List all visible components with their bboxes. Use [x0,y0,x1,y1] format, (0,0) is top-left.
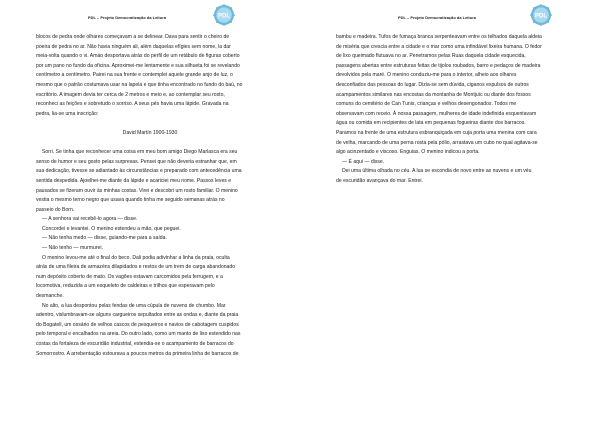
text-line: devolvidos pela maré. O menino conduziu-me para o interior, alheio aos olhares [336,72,517,79]
text-line: por um pano no fundo da oficina. Aproximei-me lentamente e sua silhueta foi se revelando [36,62,240,69]
text-line: Somorrostro. A arrebentação estourava a poucos metros da primeira linha de barracos de [36,350,239,357]
text-line: observavam com receio. À nossa passagem, mulheres de idade indefinida esquentavam [336,110,537,117]
text-line: blocos de pedra onde olhares começavam a se delinear. Dava para sentir o cheiro de [36,34,230,40]
text-line: do Bogatell, um ossário de velhos cascos de pesqueiros e navios de cabotagem cuspidos [36,321,239,328]
epitaph: David Martín 1900-1930 [122,129,178,136]
text-line: água ou comida em recipientes de lata em pequenas fogueiras diante dos barracos. [336,120,526,127]
pdl-logo-icon [530,4,552,26]
text-line: pedra, lia-se uma inscrição: [36,110,99,117]
text-line: vestia o mesmo terno negro que usava quando tinha me seguido semanas atrás no [36,197,225,204]
text-line: Sorri. Se tinha que reconhecer uma coisa em meu bom amigo Diego Marlasca era seu [42,149,238,156]
text-line: bambu e madeira. Tufos de fumaça branca serpenteavam entre os telhados daquela aldeia [336,34,542,40]
text-line: num depósito coberto de mato. Os vagões estavam carcomidos pela ferrugem, e a [36,273,223,280]
dialogue-line: — É aqui — disse. [342,158,385,165]
text-line: meia-volta quando o vi. Amáo desportava atrás do perfil de um retábulo de figuras coberto [36,53,240,60]
text-line: Dei uma última olhada no céu. A lua se escondia de novo entre as nuvens e um véu [342,168,532,175]
text-line: escritório. A imagem devia ter cerca de 2 metros e meio e, ao contemplar seu rosto, [36,91,225,98]
text-line: locomotiva, reduzida a um esqueleto de caldeiras e trilhos que esperavam pelo [36,283,215,290]
text-line: adentro, vislumbravam-se alguns cargueiros sepultados entre as ondas e, diante da praia [36,312,239,319]
text-line: acampamentos similares nas encostas da montanha de Montjuïc ou diante dos fossos [336,91,531,98]
text-line: centímetro a centímetro. Pairei na sua frente e contemplei aquele grande anjo de luz, o [36,72,233,79]
dialogue-line: — A senhora vai recebê-lo agora — disse. [42,216,138,223]
pdl-logo-icon [213,4,235,26]
text-line: senso de humor e seu gosto pelas surpresas. Pensei que não deveria estranhar que, em [36,158,237,165]
page-header: PDL – Projeto Democratização da Leitura [88,15,166,20]
text-line: de velha, marcando de uma perna rosta pela pólio, arrastava um cubo no qual agitava-se [336,139,538,146]
text-line: de miséria que crescia entre a cidade e o mar como uma infindável lixeira humana. O fedor [336,43,542,50]
svg-text:PDL: PDL [535,13,547,20]
text-line: passagens abertas entre estruturas feitas de tijolos roubados, barro e pedaços de madeira [336,62,541,69]
text-line: Concordei e levantei. O menino estendeu a mão, que peguei. [42,225,181,232]
text-line: No alto, a lua despontou pelas fendas de uma cúpula de nuvens de chumbo. Mar [42,302,226,309]
text-line: de escuridão avançava do mar. Entrei. [336,177,423,184]
text-line: sentida despedida. Ajoelhei-me diante da lápide e acariciei meu nome. Passos leves e [36,177,232,184]
text-line: desmanche. [36,293,64,300]
text-line: O menino levou-me até o final do beco. Dali podia adivinhar a linha da praia, oculta [42,254,230,261]
left-page-body [36,33,264,359]
text-line: pelo temporal e encalhados na areia. Do outro lado, como um manto de lixo estendido nas [36,331,241,338]
right-page-body [336,33,564,187]
text-line: algo acinzentado e viscoso. Enguias. O menino indicou a porta. [336,149,480,156]
text-line: atrás de uma fileira de armazéns dilapidados e restos de um trem de carga abandonado [36,264,236,271]
text-line: de lixo queimado flutuava no ar. Penetramos pelas Ruas daquela cidade esquecida, [336,53,526,60]
svg-text:PDL: PDL [218,13,230,20]
dialogue-line: — Não tenha medo — disse, guiando-me para a saída. [42,235,167,242]
text-line: sua dedicação, tivesse se adiantado às circunstâncias e preparado com antecedência uma [36,168,242,175]
text-line: mesmo que o patrão costumava usar na lapela e que tinha encontrado no fundo do baú, no [36,81,243,88]
text-line: Paramos na frente de uma estrutura esbranquiçada em cuja porta uma menina com cara [336,129,537,136]
text-line: poeira de pedra no ar. Não havia ninguém ali, além daquelas efígies sem nome, la dar [36,43,231,50]
text-line: pausados se fizeram ouvir às minhas costas. Virei e descobri um rosto familiar. O menino [36,187,238,194]
dialogue-line: — Não tenho — murmurei. [42,245,103,252]
right-page [300,0,600,424]
text-line: costas da fortaleza de escuridão industrial, estendia-se o acampamento de barracos do [36,341,234,347]
text-line: comuns do cemitério de Can Tunis, crianças e velhos desengonados. Todos me [336,101,517,108]
text-line: desconfiados das pessoas do lugar. Dizia-se sem dúvida, ciganos expulsos de outros [336,81,529,88]
page-header: PDL – Projeto Democratização da Leitura [398,15,476,20]
text-line: reconheci as feições e sobretudo o sorriso. A seus pés havia uma lápide. Gravada na [36,101,229,108]
text-line: passeio do Born. [36,206,75,213]
